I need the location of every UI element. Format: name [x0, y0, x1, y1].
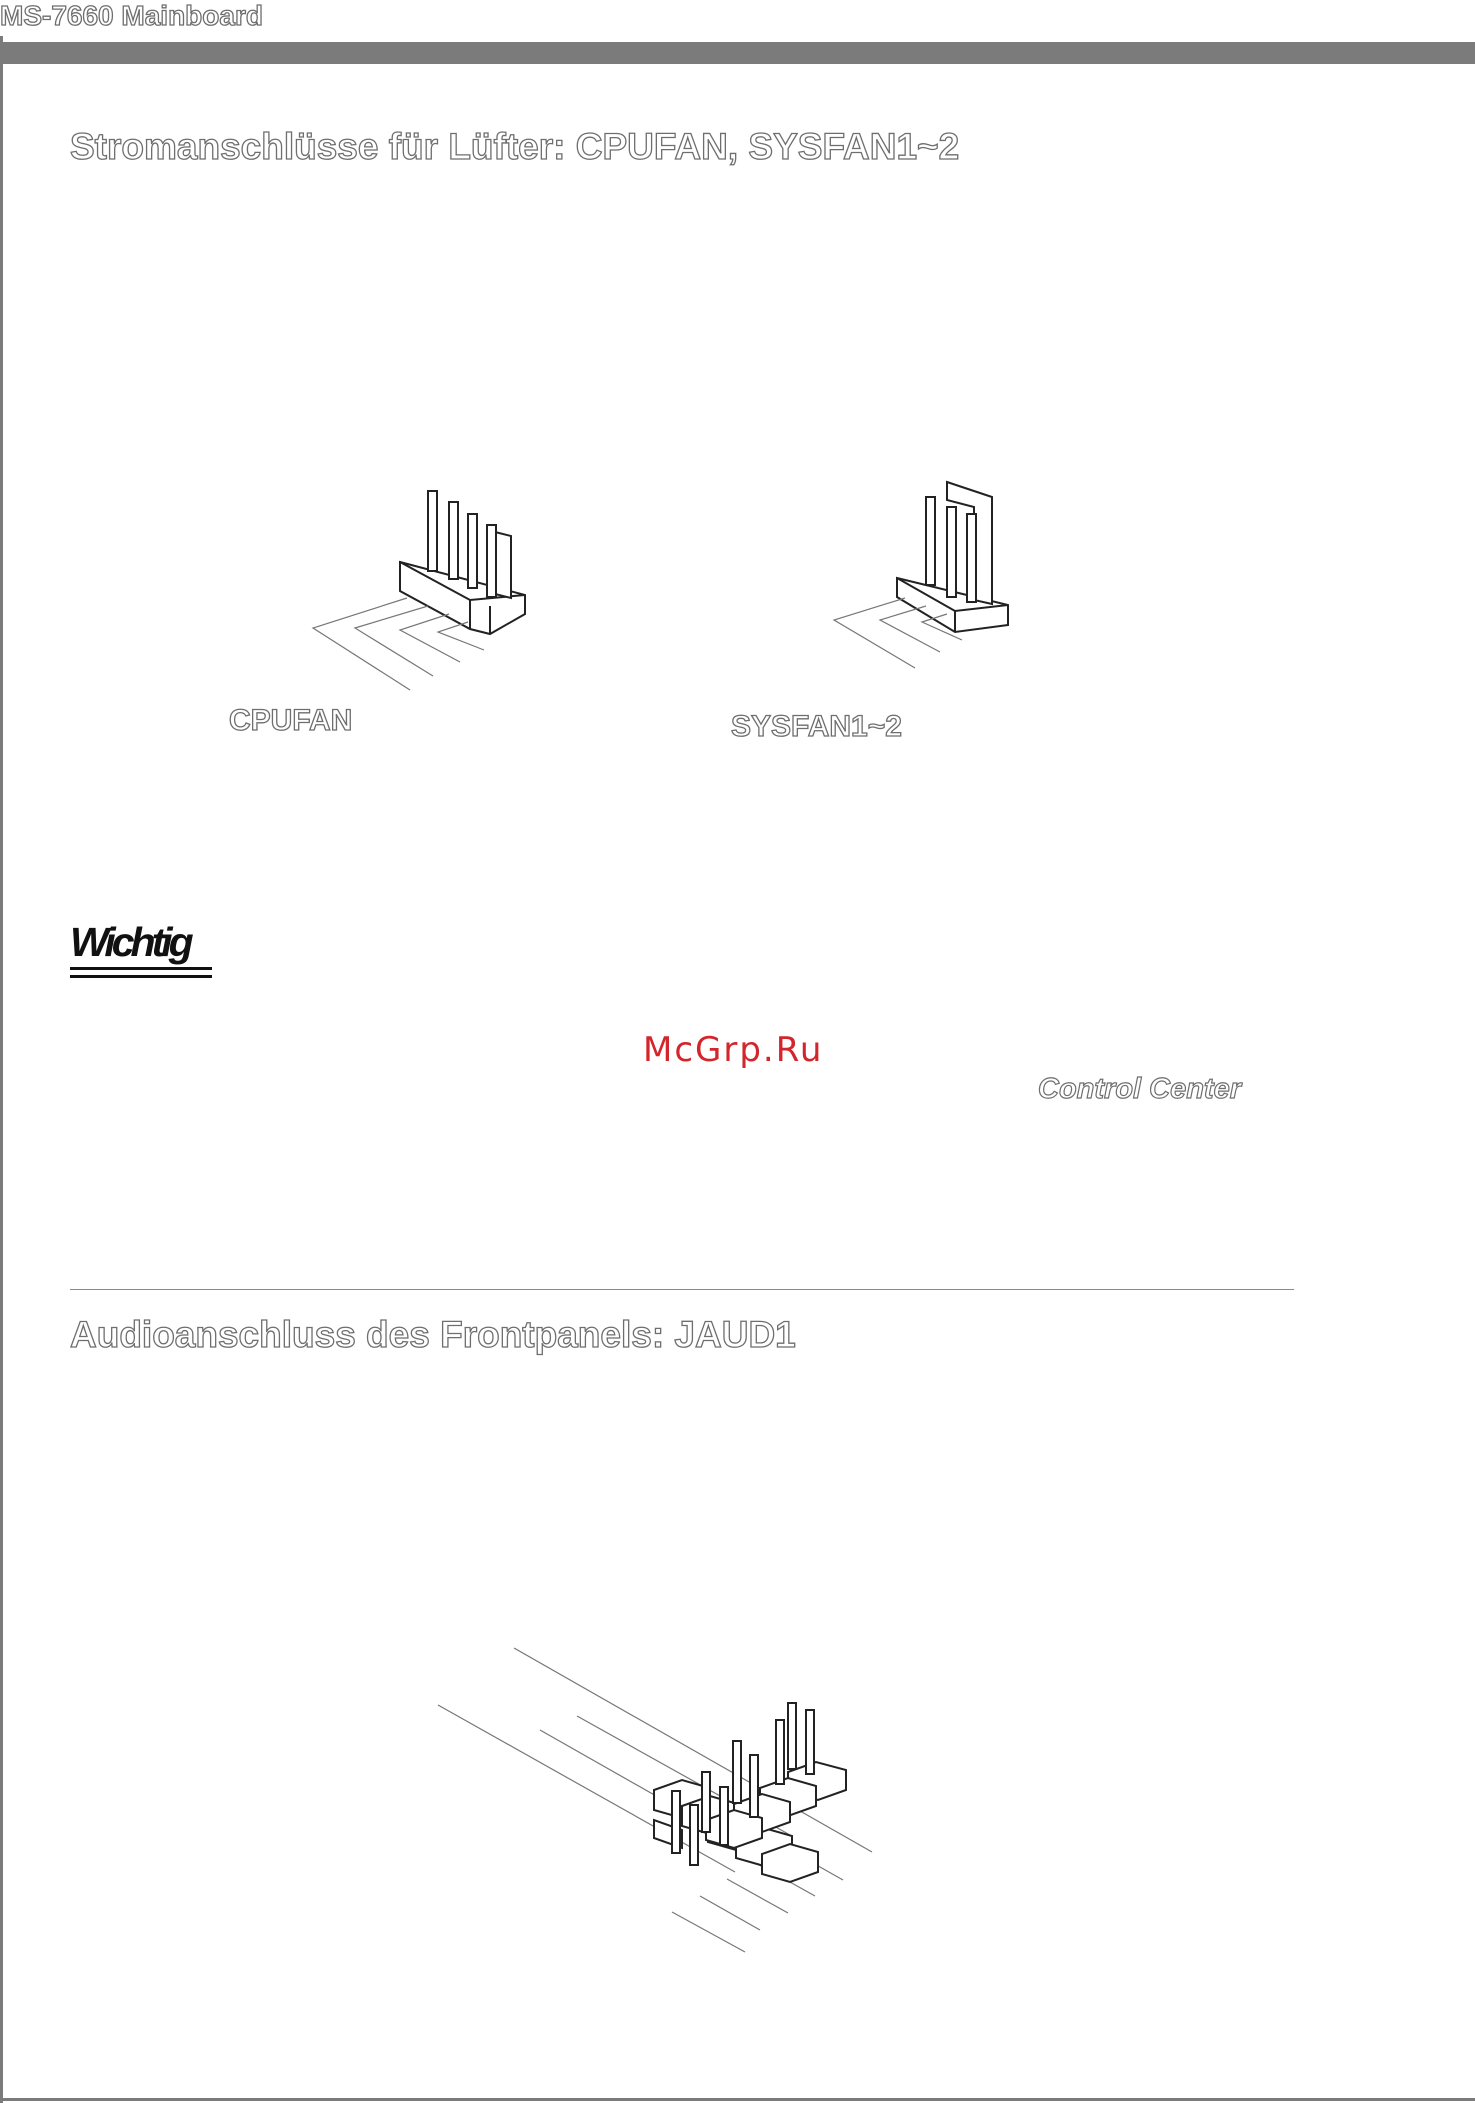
page-header-model: MS-7660 Mainboard [0, 0, 263, 31]
jaud1-header-diagram [430, 1640, 880, 1920]
header-bar [0, 42, 1475, 64]
sysfan-label: SYSFAN1~2 [731, 710, 902, 743]
section-title-front-audio: Audioanschluss des Frontpanels: JAUD1 [70, 1314, 796, 1355]
bottom-rule [0, 2098, 1475, 2101]
sysfan-connector-diagram [820, 470, 1020, 680]
watermark-text: McGrp.Ru [643, 1030, 824, 1070]
control-center-text: Control Center [1038, 1073, 1241, 1105]
section-title-fan-power: Stromanschlüsse für Lüfter: CPUFAN, SYSFAN1~2 [70, 126, 960, 167]
section-divider [70, 1289, 1294, 1290]
cpufan-label: CPUFAN [229, 704, 353, 737]
important-underline [70, 967, 212, 970]
important-note-label: Wichtig [70, 919, 190, 965]
important-underline-2 [70, 975, 212, 978]
left-margin-rule [0, 36, 3, 2103]
cpufan-connector-diagram [300, 480, 560, 700]
